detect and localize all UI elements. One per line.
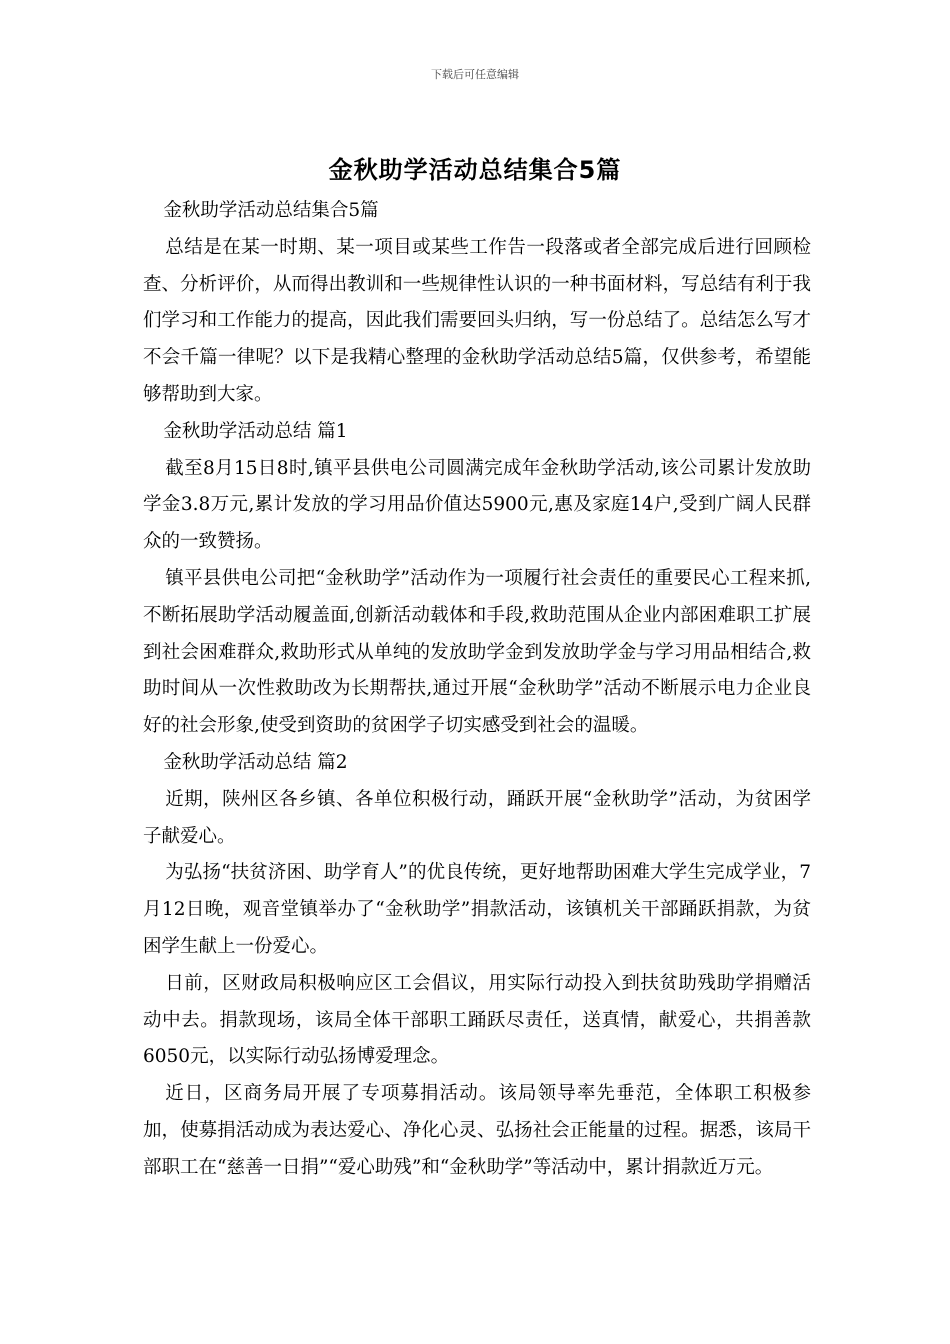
section-2-heading: 金秋助学活动总结 篇2 [163, 751, 348, 773]
section-2-paragraph-4: 近日，区商务局开展了专项募捐活动。该局领导率先垂范，全体职工积极参加，使募捐活动成为表达爱心、净化心灵、弘扬社会正能量的过程。据悉，该局干部职工在“慈善一日捐”“爱心助残”和“金秋助学”等活动中，累计捐款近万元。 [143, 1083, 811, 1178]
intro-paragraph: 总结是在某一时期、某一项目或某些工作告一段落或者全部完成后进行回顾检查、分析评价，从而得出教训和一些规律性认识的一种书面材料，写总结有利于我们学习和工作能力的提高，因此我们需要回头归纳，写一份总结了。总结怎么写才不会千篇一律呢？以下是我精心整理的金秋助学活动总结5篇，仅供参考，希望能够帮助到大家。 [143, 236, 811, 405]
page-title: 金秋助学活动总结集合5篇 [328, 156, 622, 184]
section-2-paragraph-3: 日前，区财政局积极响应区工会倡议，用实际行动投入到扶贫助残助学捐赠活动中去。捐款现场，该局全体干部职工踊跃尽责任，送真情，献爱心，共捐善款6050元，以实际行动弘扬博爱理念。 [143, 972, 811, 1068]
section-2-paragraph-1: 近期，陕州区各乡镇、各单位积极行动，踊跃开展“金秋助学”活动，为贫困学子献爱心。 [143, 788, 811, 847]
document-subtitle: 金秋助学活动总结集合5篇 [163, 200, 379, 221]
section-1-heading: 金秋助学活动总结 篇1 [163, 420, 348, 442]
section-1-paragraph-2: 镇平县供电公司把“金秋助学”活动作为一项履行社会责任的重要民心工程来抓,不断拓展助学活动履盖面,创新活动载体和手段,救助范围从企业内部困难职工扩展到社会困难群众,救助形式从单纯的发放助学金到发放助学金与学习用品相结合,救助时间从一次性救助改为长期帮扶,通过开展“金秋助学”活动不断展示电力企业良好的社会形象,使受到资助的贫困学子切实感受到社会的温暖。 [143, 567, 811, 737]
section-2-paragraph-2: 为弘扬“扶贫济困、助学育人”的优良传统，更好地帮助困难大学生完成学业，7月12日晚，观音堂镇举办了“金秋助学”捐款活动，该镇机关干部踊跃捐款，为贫困学生献上一份爱心。 [143, 862, 811, 957]
document-body [143, 193, 811, 1187]
section-1-paragraph-1: 截至8月15日8时,镇平县供电公司圆满完成年金秋助学活动,该公司累计发放助学金3.8万元,累计发放的学习用品价值达5900元,惠及家庭14户,受到广阔人民群众的一致赞扬。 [143, 457, 811, 553]
header-note: 下载后可任意编辑 [431, 68, 519, 81]
